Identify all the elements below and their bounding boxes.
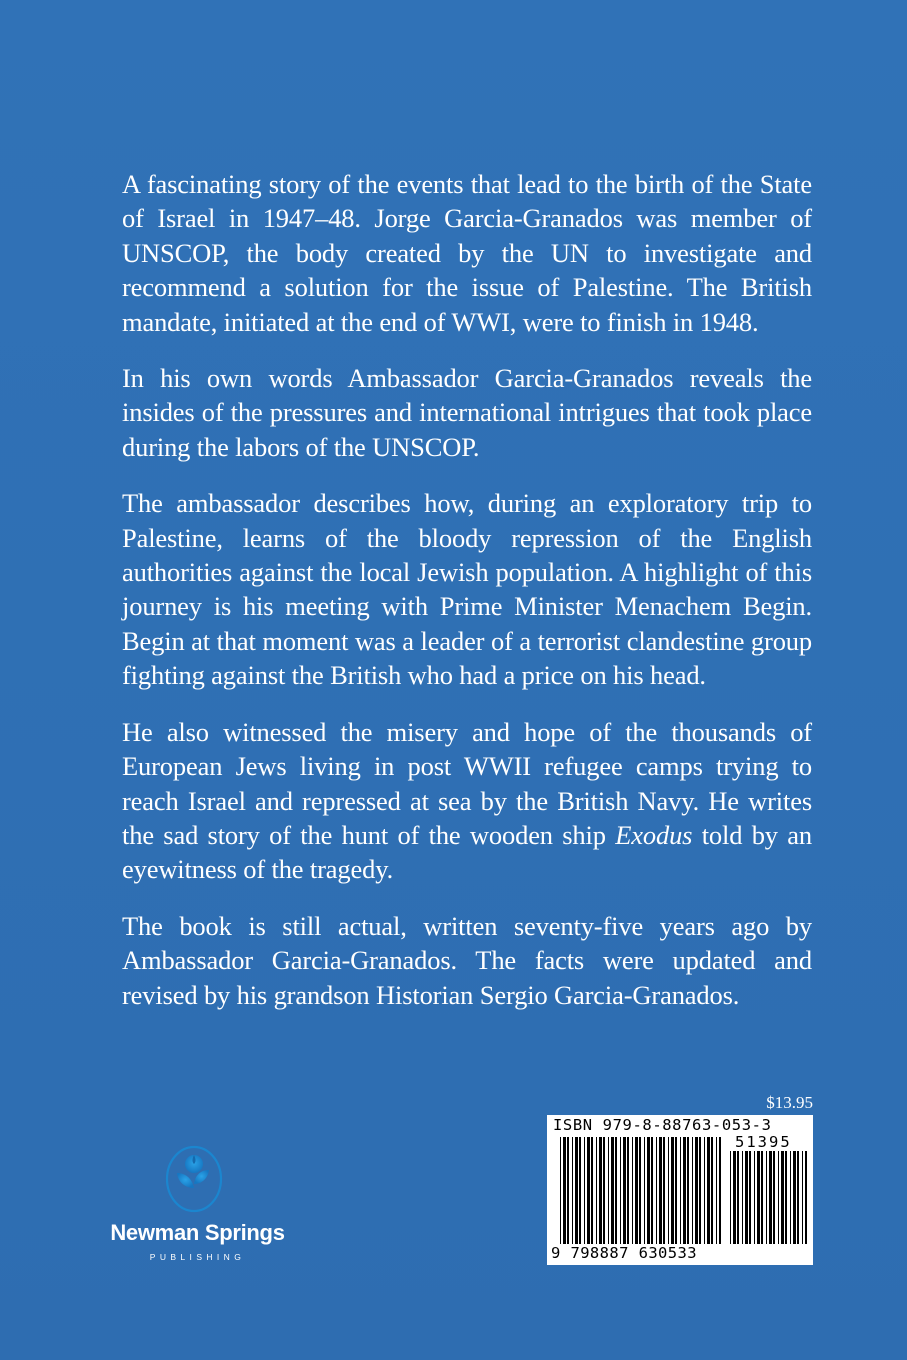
blurb-paragraph-2: In his own words Ambassador Garcia-Granados reveals the insides of the pressures and international intrigues that took place during the labors of the UNSCOP.	[122, 363, 812, 462]
blurb-paragraph-5: The book is still actual, written seventy-five years ago by Ambassador Garcia-Granados. The facts were updated and revised by his grandson Historian Sergio Garcia-Granados.	[122, 910, 812, 1010]
addon-digits: 51395	[735, 1133, 792, 1151]
publisher-subtitle: PUBLISHING	[149, 1252, 246, 1262]
blurb-paragraph-4	[122, 715, 812, 887]
price-label: $13.95	[766, 1093, 813, 1112]
addon-barcode-bars	[729, 1151, 807, 1244]
isbn-barcode	[547, 1115, 813, 1265]
ean-digits: 9 798887 630533	[551, 1244, 697, 1262]
paragraph-4-text-end: told by an eyewitness of the tragedy.	[122, 819, 812, 885]
publisher-name: Newman Springs	[110, 1220, 285, 1245]
flower-sprout-icon	[163, 1142, 225, 1216]
blurb-paragraph-3: The ambassador describes how, during an exploratory trip to Palestine, learns of the bloody repression of the English authorities against the local Jewish population. A highlight of this journey is his meeting with Prime Minister Menachem Begin. Begin at that moment was a leader of a terrorist clandestine group fighting against the British who had a price on his head.	[122, 488, 812, 691]
paragraph-4-text-start: He also witnessed the misery and hope of the thousands of European Jews living in post WWII refugee camps trying to reach Israel and repressed at sea by the British Navy. He writes the sad story of the hunt of the wooden ship	[122, 716, 812, 850]
ship-name-italic: Exodus	[615, 819, 693, 850]
publisher-logo	[90, 1142, 305, 1272]
blurb-paragraph-1: A fascinating story of the events that lead to the birth of the State of Israel in 1947–48. Jorge Garcia-Granados was member of UNSCOP, the body created by the UN to investigate and recommend a solution for the issue of Palestine. The British mandate, initiated at the end of WWI, were to finish in 1948.	[122, 169, 812, 337]
ean-barcode-bars	[559, 1137, 721, 1244]
blurb-text	[122, 167, 812, 1012]
isbn-label: ISBN 979-8-88763-053-3	[553, 1116, 772, 1134]
